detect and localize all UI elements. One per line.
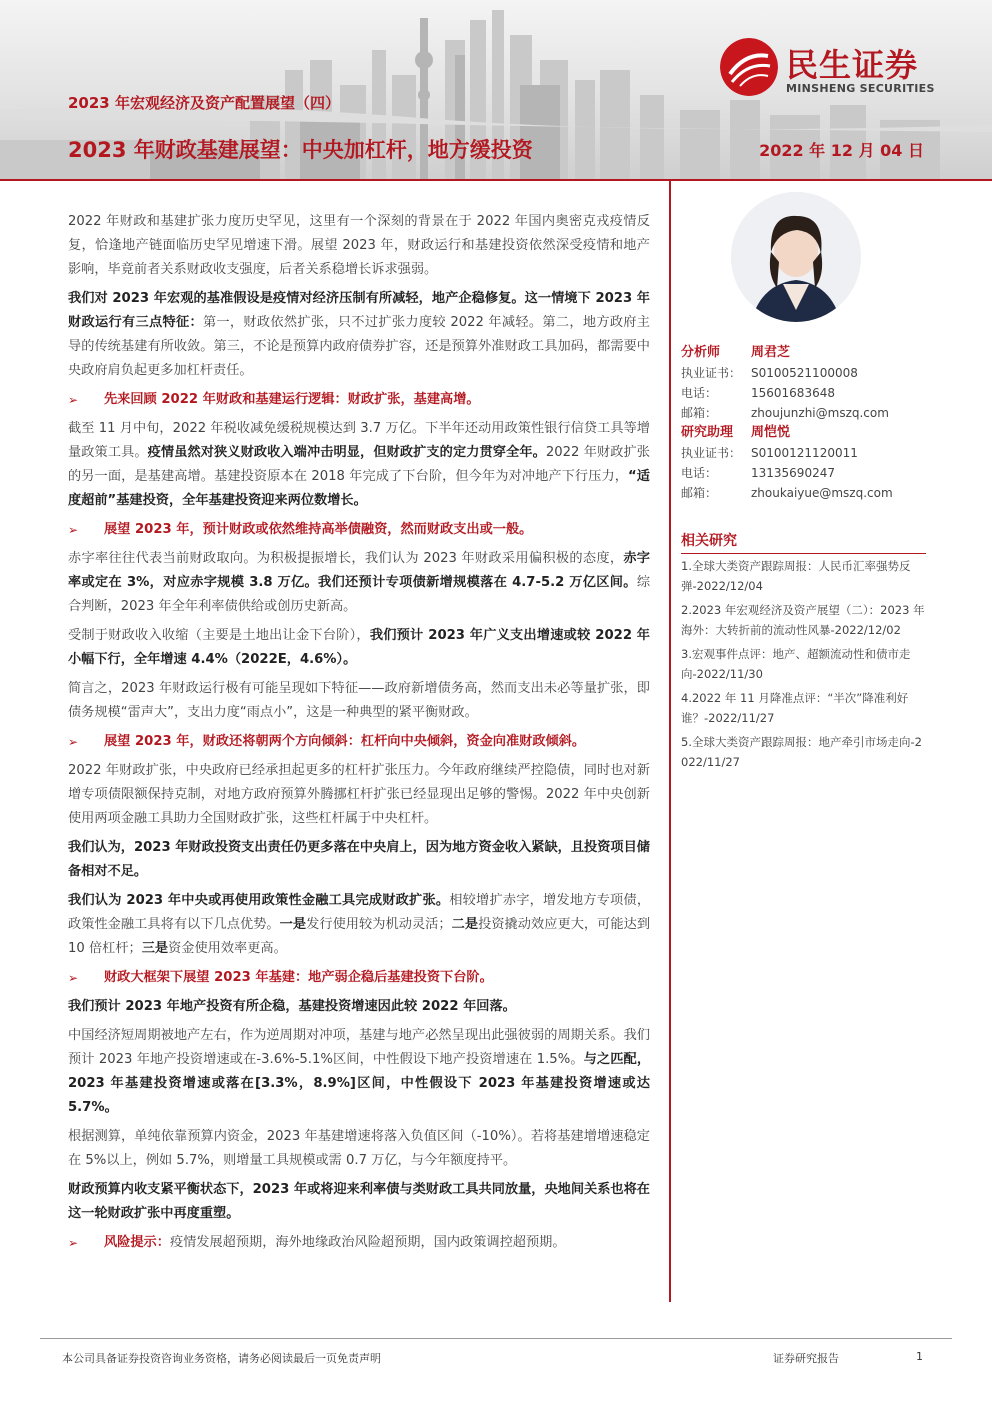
- section-heading: ➢ 展望 2023 年，财政还将朝两个方向倾斜：杠杆向中央倾斜，资金向准财政倾斜。: [68, 730, 650, 754]
- paragraph: 根据测算，单纯依靠预算内资金，2023 年基建增速将落入负值区间（-10%）。若将基建增增速稳定在 5%以上，例如 5.7%，则增量工具规模或需 0.7 万亿，与今年额度持平。: [68, 1129, 650, 1168]
- logo-chinese-text: 民生证券: [786, 46, 919, 84]
- analyst-cert: S0100521100008: [751, 366, 858, 380]
- risk-warning: [68, 1231, 650, 1255]
- page-number: 1: [916, 1350, 923, 1363]
- logo-english-text: MINSHENG SECURITIES: [786, 82, 935, 95]
- paragraph: 赤字率往往代表当前财政取向。为积极提振增长，我们认为 2023 年财政采用偏积极的态度，赤字率或定在 3%，对应赤字规模 3.8 万亿。我们还预计专项债新增规模落在 4.7-5.2 万亿区间。综合判断，2023 年全年利率债供给或创历史新高。: [68, 551, 650, 614]
- analyst-name: 周君芝: [751, 345, 791, 360]
- report-title: 2023 年财政基建展望：中央加杠杆，地方缓投资: [68, 138, 533, 162]
- section-heading: ➢ 先来回顾 2022 年财政和基建运行逻辑：财政扩张，基建高增。: [68, 388, 650, 412]
- paragraph: 我们对 2023 年宏观的基准假设是疫情对经济压制有所减轻，地产企稳修复。这一情境下 2023 年财政运行有三点特征：第一，财政依然扩张，只不过扩张力度较 2022 年减轻。第二，地方政府主导的传统基建有所收敛。第三，不论是预算内政府债券扩容，还是预算外准财政工具加码，都需要中央政府肩负起更多加杠杆责任。: [68, 291, 650, 378]
- assistant-role: 研究助理: [681, 425, 734, 440]
- report-header: [0, 0, 992, 180]
- related-item[interactable]: 2.2023 年宏观经济及资产展望（二）：2023 年海外：大转折前的流动性风暴-2022/12/02: [681, 603, 925, 637]
- analyst-phone: 15601683648: [751, 386, 835, 400]
- related-item[interactable]: 1.全球大类资产跟踪周报：人民币汇率强势反弹-2022/12/04: [681, 559, 911, 593]
- header-divider: [0, 179, 992, 181]
- analyst-role: 分析师: [681, 345, 721, 360]
- analyst-portrait-icon: [731, 192, 861, 322]
- report-series: 2023 年宏观经济及资产配置展望（四）: [68, 94, 340, 112]
- minsheng-logo: [720, 38, 960, 98]
- analyst-email[interactable]: zhoujunzhi@mszq.com: [751, 406, 889, 420]
- phone-label: 电话：: [681, 386, 718, 400]
- paragraph: 2022 年财政扩张，中央政府已经承担起更多的杠杆扩张压力。今年政府继续严控隐债，同时也对新增专项债限额保持克制，对地方政府预算外腾挪杠杆扩张已经显现出足够的警惕。2022 年中央创新使用两项金融工具助力全国财政扩张，这些杠杆属于中央杠杆。: [68, 763, 650, 826]
- paragraph: 我们预计 2023 年地产投资有所企稳，基建投资增速因此较 2022 年回落。: [68, 999, 516, 1014]
- assistant-name: 周恺悦: [751, 425, 791, 440]
- footer-doc-type: 证券研究报告: [773, 1352, 839, 1365]
- related-item[interactable]: 4.2022 年 11 月降准点评：“半次”降准利好谁？-2022/11/27: [681, 691, 909, 725]
- arrow-bullet-icon: ➢: [68, 735, 79, 749]
- analyst-info: [681, 343, 926, 503]
- cert-label: 执业证书：: [681, 366, 742, 380]
- analyst-photo: [731, 192, 861, 322]
- paragraph: 财政预算内收支紧平衡状态下，2023 年或将迎来利率债与类财政工具共同放量，央地间关系也将在这一轮财政扩张中再度重塑。: [68, 1182, 650, 1221]
- arrow-bullet-icon: ➢: [68, 971, 79, 985]
- report-date: 2022 年 12 月 04 日: [759, 141, 924, 160]
- paragraph: 中国经济短周期被地产左右，作为逆周期对冲项，基建与地产必然呈现出此强彼弱的周期关系。我们预计 2023 年地产投资增速或在-3.6%-5.1%区间，中性假设下地产投资增速在 1.5%。与之匹配，2023 年基建投资增速或落在[3.3%，8.9%]区间，中性假设下 2023 年基建投资增速或达 5.7%。: [68, 1028, 651, 1115]
- arrow-bullet-icon: ➢: [68, 523, 79, 537]
- paragraph: 截至 11 月中旬，2022 年税收减免缓税规模达到 3.7 万亿。下半年还动用政策性银行信贷工具等增量政策工具。疫情虽然对狭义财政收入端冲击明显，但财政扩支的定力贯穿全年。2022 年财政扩张的另一面，是基建高增。基建投资原本在 2018 年完成了下台阶，但今年为对冲地产下行压力，“适度超前”基建投资，全年基建投资迎来两位数增长。: [68, 421, 650, 508]
- arrow-bullet-icon: ➢: [68, 393, 79, 407]
- section-heading: ➢ 财政大框架下展望 2023 年基建：地产弱企稳后基建投资下台阶。: [68, 966, 650, 990]
- risk-text: 疫情发展超预期，海外地缘政治风险超预期，国内政策调控超预期。: [169, 1235, 566, 1250]
- main-body: [68, 210, 650, 1260]
- related-item[interactable]: 3.宏观事件点评：地产、超额流动性和债市走向-2022/11/30: [681, 647, 911, 681]
- assistant-phone: 13135690247: [751, 466, 835, 480]
- related-research-title: 相关研究: [681, 530, 926, 554]
- paragraph: 我们认为 2023 年中央或再使用政策性金融工具完成财政扩张。相较增扩赤字，增发地方专项债，政策性金融工具将有以下几点优势。一是发行使用较为机动灵活；二是投资撬动效应更大，可能达到 10 倍杠杆；三是资金使用效率更高。: [68, 893, 651, 956]
- email-label: 邮箱：: [681, 486, 718, 500]
- assistant-cert: S0100121120011: [751, 446, 858, 460]
- related-research-list: [681, 556, 926, 776]
- section-heading: ➢ 展望 2023 年，预计财政或依然维持高举债融资，然而财政支出或一般。: [68, 518, 650, 542]
- risk-label: 风险提示：: [104, 1235, 170, 1250]
- footer-disclaimer: 本公司具备证券投资咨询业务资格，请务必阅读最后一页免责声明: [62, 1352, 381, 1365]
- paragraph: 简言之，2023 年财政运行极有可能呈现如下特征——政府新增债务高，然而支出未必等量扩张，即债务规模“雷声大”，支出力度“雨点小”，这是一种典型的紧平衡财政。: [68, 681, 650, 720]
- minsheng-logo-mark: [720, 38, 778, 96]
- related-item[interactable]: 5.全球大类资产跟踪周报：地产牵引市场走向-2022/11/27: [681, 735, 922, 769]
- column-divider: [669, 180, 671, 1302]
- paragraph: 2022 年财政和基建扩张力度历史罕见，这里有一个深刻的背景在于 2022 年国内奥密克戎疫情反复，恰逢地产链面临历史罕见增速下滑。展望 2023 年，财政运行和基建投资依然深受疫情和地产影响，毕竟前者关系财政收支强度，后者关系稳增长诉求强弱。: [68, 214, 650, 277]
- email-label: 邮箱：: [681, 406, 718, 420]
- paragraph: 受制于财政收入收缩（主要是土地出让金下台阶），我们预计 2023 年广义支出增速或较 2022 年小幅下行，全年增速 4.4%（2022E，4.6%）。: [68, 628, 650, 667]
- cert-label: 执业证书：: [681, 446, 742, 460]
- assistant-email[interactable]: zhoukaiyue@mszq.com: [751, 486, 893, 500]
- arrow-bullet-icon: ➢: [68, 1236, 79, 1250]
- footer-divider: [40, 1338, 952, 1339]
- phone-label: 电话：: [681, 466, 718, 480]
- paragraph: 我们认为，2023 年财政投资支出责任仍更多落在中央肩上，因为地方资金收入紧缺，且投资项目储备相对不足。: [68, 840, 650, 879]
